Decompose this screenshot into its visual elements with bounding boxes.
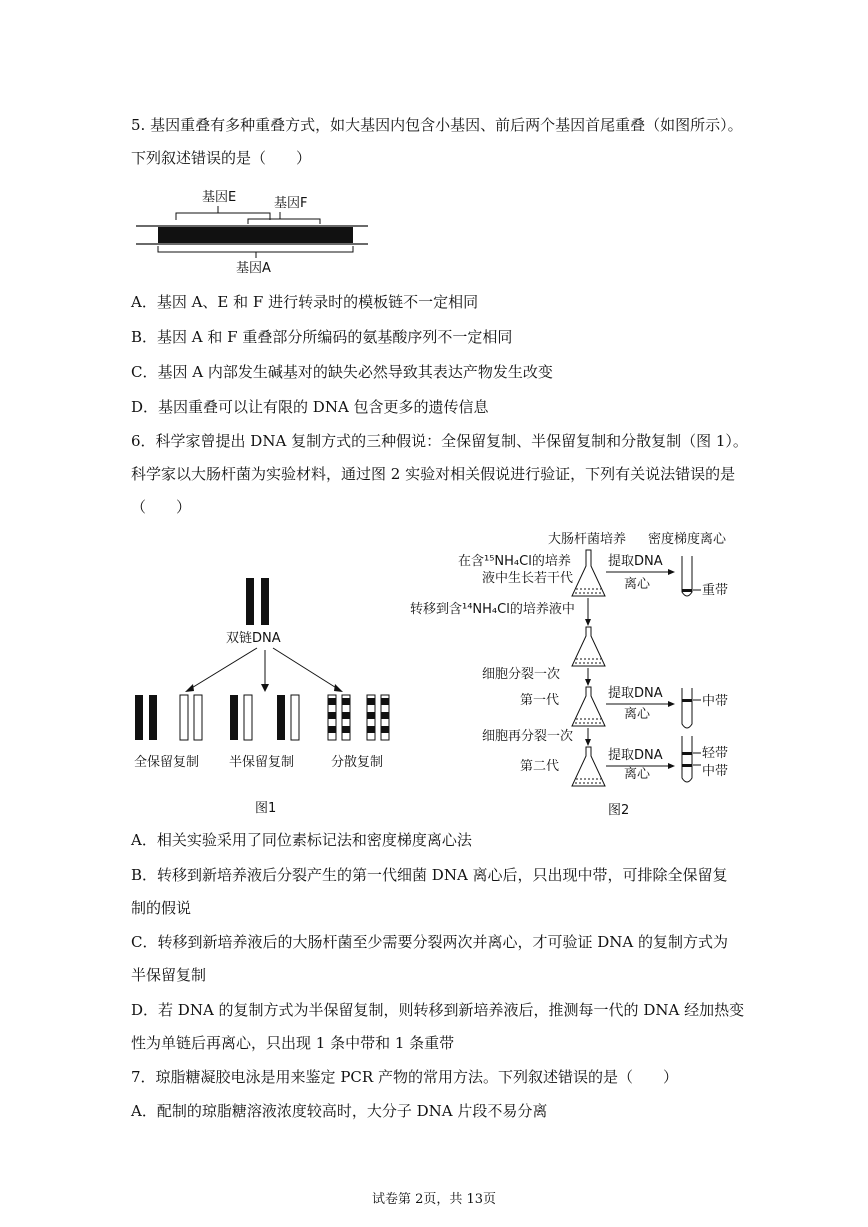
fig2-centrifuge-2: 离心 — [624, 707, 651, 722]
fig2-band-light: 轻带 — [702, 746, 729, 761]
fig1-label-semiconservative: 半保留复制 — [229, 755, 295, 770]
fig2-centrifuge-1: 离心 — [624, 577, 651, 592]
fig2-extract-2: 提取DNA — [608, 686, 663, 701]
arrow-head-divide-2 — [585, 739, 591, 746]
semiconservative-strand — [244, 695, 252, 740]
test-tube-icon — [682, 688, 692, 728]
fig2-band-mid-1: 中带 — [702, 694, 729, 709]
gene-e-bracket-left — [176, 206, 218, 220]
arrow-to-conservative — [190, 648, 257, 689]
conservative-strand — [180, 695, 188, 740]
dispersive-strand — [328, 695, 336, 740]
fig2-generation-2: 第二代 — [520, 759, 560, 774]
q6-option-c-line1: C．转移到新培养液后的大肠杆菌至少需要分裂两次并离心，才可验证 DNA 的复制方式为 — [131, 933, 729, 951]
gene-e-label: 基因E — [202, 190, 237, 205]
arrow-head-conservative — [185, 684, 194, 692]
conservative-strand — [149, 695, 157, 740]
q6-option-d-line2: 性为单链后再离心，只出现 1 条中带和 1 条重带 — [131, 1034, 455, 1052]
fig2-header-centrifuge: 密度梯度离心 — [648, 532, 727, 547]
fig2-generation-1: 第一代 — [520, 693, 560, 708]
q5-option-a: A．基因 A、E 和 F 进行转录时的模板链不一定相同 — [131, 293, 479, 311]
fig2-divide-1: 细胞分裂一次 — [482, 667, 561, 682]
q5-option-c: C．基因 A 内部发生碱基对的缺失必然导致其表达产物发生改变 — [131, 363, 553, 381]
flask-icon — [572, 747, 605, 786]
light-band — [682, 752, 692, 755]
semiconservative-strand — [277, 695, 285, 740]
fig1-label-conservative: 全保留复制 — [134, 755, 200, 770]
fig2-medium-line2: 液中生长若干代 — [482, 571, 574, 586]
fig2-caption: 图2 — [608, 803, 630, 818]
q5-option-b: B．基因 A 和 F 重叠部分所编码的氨基酸序列不一定相同 — [131, 328, 513, 346]
arrow-head-transfer — [585, 619, 591, 626]
q6-option-c-line2: 半保留复制 — [131, 966, 207, 984]
fig2-medium-line1: 在含¹⁵NH₄Cl的培养 — [458, 554, 571, 569]
fig1-caption: 图1 — [255, 801, 277, 816]
q6-option-a: A．相关实验采用了同位素标记法和密度梯度离心法 — [131, 831, 472, 849]
conservative-strand — [194, 695, 202, 740]
fig1-label-dispersive: 分散复制 — [331, 755, 384, 770]
arrow-head-divide-1 — [585, 679, 591, 686]
dispersive-strand — [342, 695, 350, 740]
fig1-top-label: 双链DNA — [226, 631, 281, 646]
parent-strand-1 — [246, 578, 254, 625]
arrow-head-extract-2 — [668, 701, 675, 707]
heavy-band — [682, 589, 692, 592]
semiconservative-strand — [230, 695, 238, 740]
flask-icon — [572, 627, 605, 666]
q6-option-d-line1: D．若 DNA 的复制方式为半保留复制，则转移到新培养液后，推测每一代的 DNA 经加热变 — [131, 1001, 745, 1019]
gene-f-label: 基因F — [274, 196, 308, 211]
fig2-transfer: 转移到含¹⁴NH₄Cl的培养液中 — [410, 602, 575, 617]
figure-1-replication-models — [130, 572, 400, 822]
semiconservative-strand — [291, 695, 299, 740]
dispersive-strand — [367, 695, 375, 740]
gene-a-label: 基因A — [236, 261, 271, 276]
dispersive-strand — [381, 695, 389, 740]
q6-stem-line2: 科学家以大肠杆菌为实验材料，通过图 2 实验对相关假说进行验证，下列有关说法错误的是 — [131, 465, 736, 483]
q7-stem: 7．琼脂糖凝胶电泳是用来鉴定 PCR 产物的常用方法。下列叙述错误的是（ ） — [131, 1068, 678, 1086]
arrow-head-semiconservative — [261, 684, 269, 692]
fig2-extract-3: 提取DNA — [608, 748, 663, 763]
arrow-head-dispersive — [334, 684, 343, 692]
gene-f-bracket-left — [248, 212, 280, 224]
q6-option-b-line2: 制的假说 — [131, 899, 192, 917]
flask-icon — [572, 687, 605, 726]
q6-stem-line3: （ ） — [131, 498, 192, 516]
fig2-centrifuge-3: 离心 — [624, 767, 651, 782]
arrow-head-extract-1 — [668, 569, 675, 575]
test-tube-icon — [682, 736, 692, 782]
middle-band — [682, 764, 692, 767]
gene-a-bracket-left — [158, 246, 256, 258]
fig2-band-mid-2: 中带 — [702, 764, 729, 779]
q5-stem-line1: 5. 基因重叠有多种重叠方式，如大基因内包含小基因、前后两个基因首尾重叠（如图所示）。 — [131, 116, 743, 134]
fig2-band-heavy: 重带 — [702, 583, 729, 598]
gene-e-bracket-right — [218, 206, 270, 220]
gene-a-block — [158, 227, 353, 243]
middle-band — [682, 699, 692, 702]
conservative-strand — [135, 695, 143, 740]
gene-overlap-figure — [130, 182, 380, 278]
q6-option-b-line1: B．转移到新培养液后分裂产生的第一代细菌 DNA 离心后，只出现中带，可排除全保留复 — [131, 866, 728, 884]
page-footer: 试卷第 2页，共 13页 — [371, 1192, 497, 1207]
q7-option-a: A．配制的琼脂糖溶液浓度较高时，大分子 DNA 片段不易分离 — [131, 1102, 548, 1120]
gene-a-bracket-right — [256, 246, 353, 258]
fig2-header-culture: 大肠杆菌培养 — [548, 532, 627, 547]
arrow-head-extract-3 — [668, 763, 675, 769]
q6-stem-line1: 6．科学家曾提出 DNA 复制方式的三种假说：全保留复制、半保留复制和分散复制（图 1）。 — [131, 432, 748, 450]
q5-option-d: D．基因重叠可以让有限的 DNA 包含更多的遗传信息 — [131, 398, 489, 416]
fig2-divide-2: 细胞再分裂一次 — [482, 729, 574, 744]
q5-stem-line2: 下列叙述错误的是（ ） — [131, 149, 312, 167]
figure-2-meselson-stahl-experiment — [400, 528, 740, 822]
arrow-to-dispersive — [273, 648, 338, 689]
fig2-extract-1: 提取DNA — [608, 554, 663, 569]
parent-strand-2 — [261, 578, 269, 625]
gene-f-bracket-right — [280, 212, 320, 224]
